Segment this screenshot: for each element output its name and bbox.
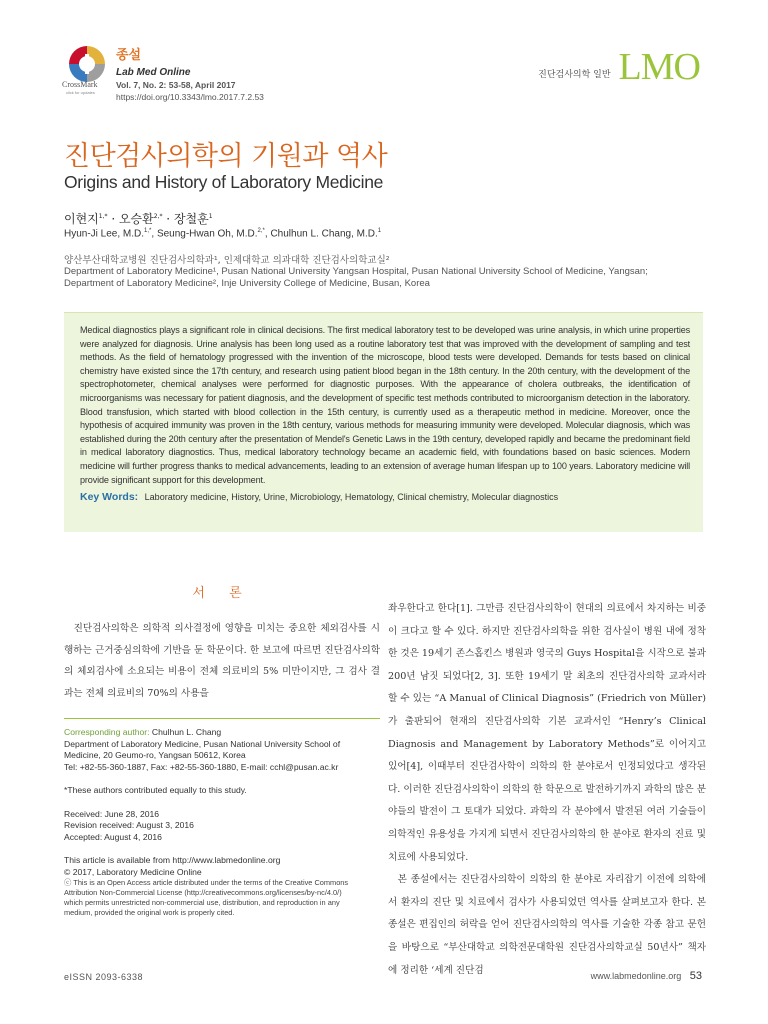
- section-name: 진단검사의학 일반: [538, 70, 611, 80]
- author-sup: 2,*: [153, 213, 163, 220]
- author-sup: 1: [377, 228, 382, 234]
- author-sup: 2,*: [257, 228, 265, 234]
- doi-link[interactable]: https://doi.org/10.3343/lmo.2017.7.2.53: [116, 92, 264, 102]
- body-paragraph: 진단검사의학은 의학적 의사결정에 영향을 미치는 중요한 체외검사를 시행하는 근거중심의학에 기반을 둔 학문이다. 한 보고에 따르면 진단검사의학의 체외검사에 소요되는 비용이 전체 의료비의 5% 미만이지만, 그 검사 결과는 전체 의료비의 70%의 사용을: [64, 623, 380, 699]
- abstract-box: [64, 312, 703, 532]
- author-name: 오승환: [118, 212, 154, 226]
- author-name: 장철훈: [173, 212, 209, 226]
- copyright-note: © 2017, Laboratory Medicine Online: [64, 866, 202, 877]
- correspondence-box: [64, 718, 380, 918]
- author-name: Chulhun L. Chang, M.D.: [270, 228, 378, 240]
- author-sup: 1: [208, 213, 213, 220]
- corresponding-label: Corresponding author:: [64, 727, 150, 737]
- affiliation-line: Department of Laboratory Medicine², Inje University College of Medicine, Busan, Korea: [64, 278, 430, 289]
- journal-header: [116, 44, 264, 102]
- journal-website[interactable]: www.labmedonline.org: [590, 971, 682, 981]
- affiliation-english: [64, 266, 714, 290]
- license-note: [64, 878, 380, 918]
- corresponding-contact: Tel: +82-55-360-1887, Fax: +82-55-360-1880, E-mail: cchl@pusan.ac.kr: [64, 761, 339, 772]
- body-paragraph: 좌우한다고 한다[1]. 그만큼 진단검사의학이 현대의 의료에서 차지하는 비중이 크다고 할 수 있다. 하지만 진단검사의학을 위한 검사실이 병원 내에 정착한 것은 19세기 존스홉킨스 병원과 영국의 Guys Hospital을 시작으로 불과 200년 남짓 되었다[2, 3]. 또한 19세기 말 최초의 진단검사의학 교과서라 할 수 있는 “A Manual of Clinical Diagnosis” (Friedrich von Müller)가 출판되어 현재의 진단검사의학 기본 교과서인 “Henry’s Clinical Diagnosis and Management by Laboratory Methods”로 이어지고 있어[4], 이때부터 진단검사학이 의학의 한 분야로서 인정되었다고 생각된다. 이러한 진단검사의학이 의학의 한 학문으로 발전하기까지 과학의 많은 분야들의 발전이 그 토대가 되었다. 과학의 각 분야에서 발전된 여러 기술들이 의학적인 유용성을 가지게 되면서 진단검사의학의 한 분야로 환자의 진료 및 치료에 사용되었다.: [388, 603, 706, 863]
- eissn: eISSN 2093-6338: [64, 972, 144, 982]
- journal-name: Lab Med Online: [116, 67, 191, 78]
- license-line: medium, provided the original work is properly cited.: [64, 908, 235, 917]
- body-left-column: [64, 618, 380, 704]
- author-sup: 1,*: [98, 213, 108, 220]
- corresponding-author: [64, 727, 380, 739]
- corresponding-address: Medicine, 20 Geumo-ro, Yangsan 50612, Korea: [64, 750, 246, 760]
- license-line: ⓒ This is an Open Access article distributed under the terms of the Creative Commons: [64, 878, 349, 887]
- crossmark-sublabel: click for updates: [66, 90, 95, 95]
- abstract-text: Medical diagnostics plays a significant role in clinical decisions. The first medical laboratory test to be developed was urine analysis, in which urine properties were analyzed for diagnosis. Urine analysis has been long used as a routine laboratory test that was improved with the development of sampling and test methods. As the field of hematology progressed with the invention of the microscope, blood tests were developed. Demands for tests based on clinical chemistry have existed since the 17th century, and research using patient blood began in the 18th century. In the 20th century, with the development of the spectrophotometer, chemical analyses were performed for diagnostic purposes. With the appearance of cholera outbreaks, the identification of microorganisms was necessary for patient diagnosis, and the development of specific test methods contributed to microorganism detection in the laboratory. Blood transfusion, which started with blood collection in the 15th century, is currently used as a therapeutic method in medicine. Moreover, once the hypothesis of acquired immunity was proven in the 18th century, various methods for measuring immunity were developed. Molecular diagnosis, which was established during the 20th century after the presentation of Mendel's Genetic Laws in the 19th century, developed rapidly and became the predominant field in medical laboratory diagnostics. Thus, medical laboratory technology became an academic field, with foundations based on basic sciences. Modern medicine will further progress thanks to medical advancements, leading to an extension of average human lifespan up to 100 years. Laboratory medicine will provide significant support for this development.: [80, 325, 690, 485]
- author-name: Hyun-Ji Lee, M.D.: [64, 228, 145, 240]
- author-sup: 1,*: [144, 228, 152, 234]
- title-korean: 진단검사의학의 기원과 역사: [64, 141, 388, 172]
- license-line: Attribution Non-Commercial License (http://creativecommons.org/licenses/by-nc/4.0/): [64, 888, 342, 897]
- availability-note: This article is available from http://www.labmedonline.org: [64, 855, 281, 865]
- page-number: 53: [689, 970, 702, 982]
- body-paragraph: 본 종설에서는 진단검사의학이 의학의 한 분야로 자리잡기 이전에 의학에서 환자의 진단 및 치료에서 검사가 사용되었던 역사를 살펴보고자 한다. 본 종설은 편집인의 허락을 얻어 진단검사의학의 역사를 기술한 각종 참고 문헌을 바탕으로 “부산대학교 의학전문대학원 진단검사의학교실 50년사” 책자에 정리한 ‘세계 진단검: [388, 874, 706, 976]
- authors-korean: 이현지$^{1,*}$ · 오승환$^{2,*}$ · 장철훈$^1$: [64, 212, 213, 226]
- footer-right: [591, 970, 702, 982]
- corresponding-name: Chulhun L. Chang: [151, 727, 222, 737]
- equal-contribution-note: *These authors contributed equally to this study.: [64, 785, 247, 795]
- author-name: Seung-Hwan Oh, M.D.: [156, 228, 258, 240]
- affiliation-line: Department of Laboratory Medicine¹, Pusan National University Yangsan Hospital, Pusan National University School of Medicine, Yangsan;: [64, 266, 648, 277]
- title-english: Origins and History of Laboratory Medicine: [64, 172, 384, 192]
- authors-english: Hyun-Ji Lee, M.D.$^{1,*}$, Seung-Hwan Oh, M.D.$^{2,*}$, Chulhun L. Chang, M.D.$^1$: [64, 228, 382, 240]
- keywords: [80, 491, 690, 503]
- corresponding-address: Department of Laboratory Medicine, Pusan National University School of: [64, 738, 341, 749]
- body-right-column: [388, 598, 706, 982]
- received-date: Received: June 28, 2016: [64, 808, 160, 819]
- affiliation-korean: 양산부산대학교병원 진단검사의학과¹, 인제대학교 의과대학 진단검사의학교실²: [64, 255, 390, 266]
- author-name: 이현지: [64, 212, 99, 226]
- revised-date: Revision received: August 3, 2016: [64, 820, 194, 830]
- crossmark-label: CrossMark: [62, 80, 98, 89]
- section-heading: 서 론: [192, 586, 252, 601]
- journal-logo: LMO: [618, 46, 700, 88]
- volume-info: Vol. 7, No. 2: 53-58, April 2017: [116, 80, 236, 90]
- license-line: which permits unrestricted non-commercial use, distribution, and reproduction in any: [64, 898, 340, 907]
- keywords-label: Key Words:: [80, 491, 139, 504]
- accepted-date: Accepted: August 4, 2016: [64, 831, 162, 842]
- header-right: [538, 48, 700, 86]
- keywords-list: Laboratory medicine, History, Urine, Microbiology, Hematology, Clinical chemistry, Molecular diagnostics: [144, 492, 559, 503]
- article-category: 종설: [116, 48, 142, 63]
